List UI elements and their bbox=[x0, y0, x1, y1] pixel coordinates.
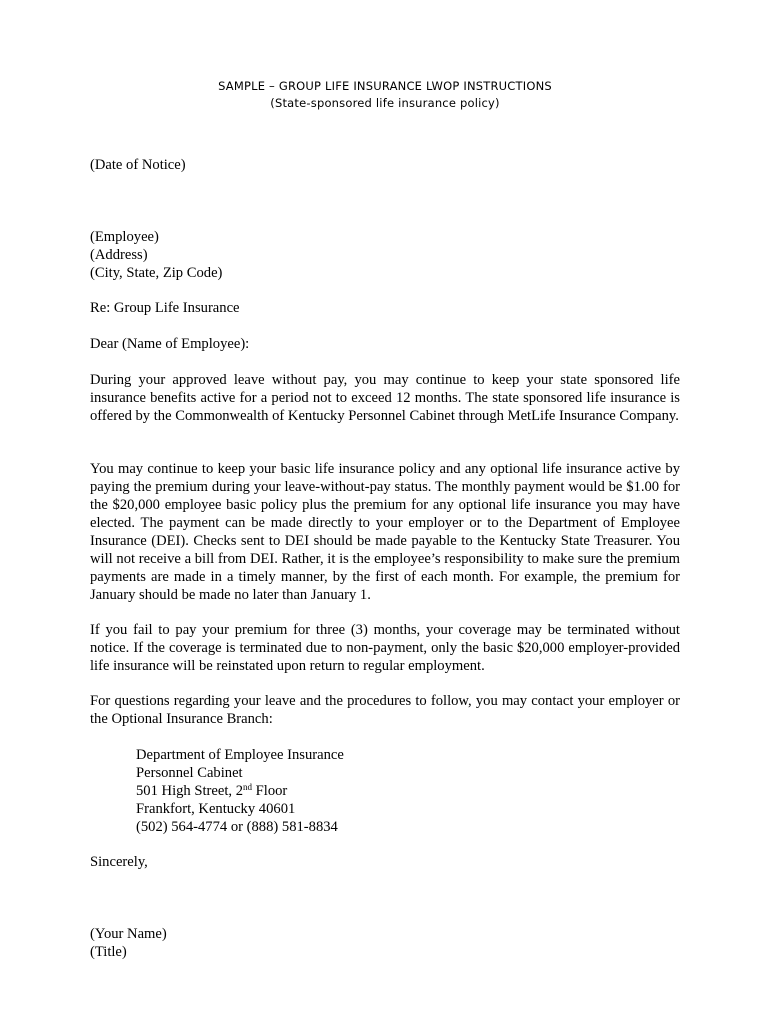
paragraph-questions: For questions regarding your leave and the procedures to follow, you may contact your employer or the Optional Insurance Branch: bbox=[90, 693, 680, 727]
paragraph-continuation: During your approved leave without pay, you may continue to keep your state sponsored life insurance benefits active for a period not to exceed 12 months. The state sponsored life insurance is offered by the Commonwealth of Kentucky Personnel Cabinet through MetLife Insurance Company. bbox=[90, 372, 680, 424]
contact-cabinet: Personnel Cabinet bbox=[136, 765, 243, 781]
contact-street: 501 High Street, 2nd Floor bbox=[136, 782, 288, 799]
paragraph-termination: If you fail to pay your premium for three (3) months, your coverage may be terminated without notice. If the coverage is terminated due to non-payment, only the basic $20,000 employer-provided life insurance will be reinstated upon return to regular employment. bbox=[90, 622, 680, 674]
contact-phones: (502) 564-4774 or (888) 581-8834 bbox=[136, 819, 338, 835]
recipient-block bbox=[90, 228, 680, 282]
recipient-address: (Address) bbox=[90, 247, 148, 263]
signature-name: (Your Name) bbox=[90, 926, 167, 942]
recipient-city-state-zip: (City, State, Zip Code) bbox=[90, 265, 223, 281]
closing: Sincerely, bbox=[90, 854, 148, 870]
date-of-notice: (Date of Notice) bbox=[90, 157, 186, 173]
signature-title: (Title) bbox=[90, 944, 127, 960]
recipient-employee: (Employee) bbox=[90, 229, 159, 245]
paragraph-premium-payment: You may continue to keep your basic life insurance policy and any optional life insurance active by paying the premium during your leave-without-pay status. The monthly payment would be $1.00 for the $20,000 employee basic policy plus the premium for any optional life insurance you may have elected. The payment can be made directly to your employer or to the Department of Employee Insurance (DEI). Checks sent to DEI should be made payable to the Kentucky State Treasurer. You will not receive a bill from DEI. Rather, it is the employee’s responsibility to make sure the premium payments are made in a timely manner, by the first of each month. For example, the premium for January should be made no later than January 1. bbox=[90, 461, 680, 603]
salutation: Dear (Name of Employee): bbox=[90, 336, 250, 352]
document-subtitle: (State-sponsored life insurance policy) bbox=[270, 96, 500, 110]
document-title: SAMPLE – GROUP LIFE INSURANCE LWOP INSTRUCTIONS bbox=[218, 79, 552, 93]
contact-city: Frankfort, Kentucky 40601 bbox=[136, 801, 296, 817]
signature-block bbox=[90, 925, 680, 961]
contact-address-block bbox=[136, 746, 536, 836]
contact-department: Department of Employee Insurance bbox=[136, 747, 344, 763]
re-line: Re: Group Life Insurance bbox=[90, 300, 240, 316]
